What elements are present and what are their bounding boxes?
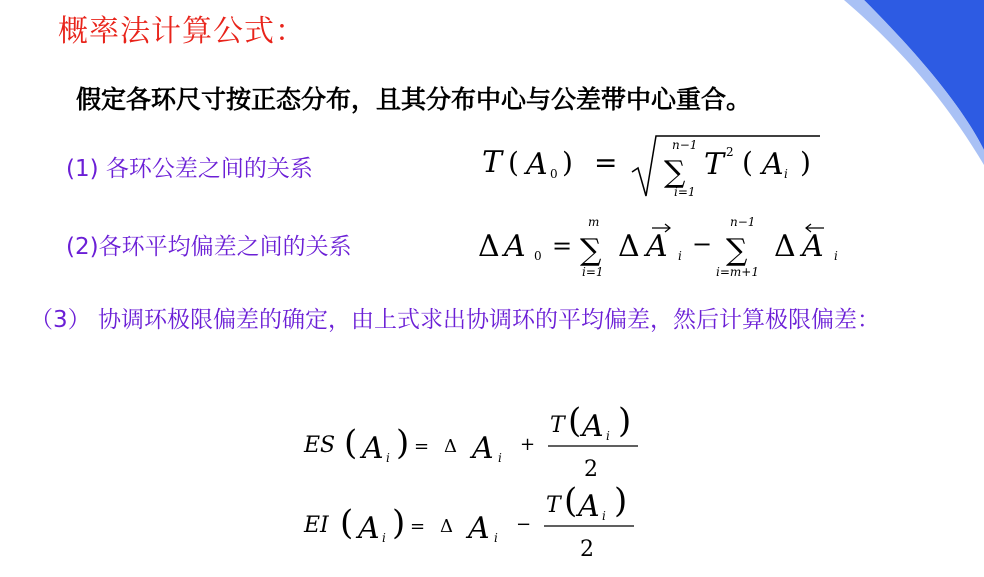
svg-text:A: A	[504, 229, 526, 264]
svg-text:A: A	[646, 229, 668, 264]
svg-text:T: T	[546, 493, 561, 518]
item-mean-deviation-relation: (2)各环平均偏差之间的关系	[66, 234, 352, 260]
svg-text:A: A	[762, 147, 784, 182]
svg-text:i: i	[602, 509, 606, 523]
svg-text:A: A	[582, 409, 604, 444]
svg-text:): )	[800, 146, 811, 179]
svg-text:i: i	[678, 249, 682, 263]
svg-text:−: −	[692, 230, 713, 258]
svg-text:i: i	[606, 429, 610, 443]
svg-text:Δ: Δ	[440, 516, 453, 537]
svg-text:Δ: Δ	[618, 229, 640, 264]
svg-text:i=1: i=1	[582, 265, 604, 279]
svg-text:): )	[614, 481, 628, 521]
svg-text:A: A	[472, 431, 494, 466]
page-title: 概率法计算公式：	[58, 14, 306, 49]
svg-text:(: (	[568, 401, 582, 441]
svg-text:∑: ∑	[726, 233, 748, 268]
svg-text:i=m+1: i=m+1	[716, 265, 759, 279]
item-tolerance-relation: (1) 各环公差之间的关系	[66, 156, 313, 182]
svg-text:): )	[396, 423, 410, 463]
svg-text:m: m	[588, 215, 600, 229]
svg-text:n−1: n−1	[730, 215, 756, 229]
svg-text:Δ: Δ	[444, 436, 457, 457]
svg-text:i: i	[784, 167, 788, 181]
intro-text: 假定各环尺寸按正态分布，且其分布中心与公差带中心重合。	[76, 85, 752, 114]
svg-text:A: A	[358, 511, 380, 546]
svg-text:i: i	[834, 249, 838, 263]
svg-text:+: +	[520, 434, 536, 455]
svg-text:T: T	[550, 413, 565, 438]
formula-mean-deviation	[476, 210, 856, 282]
svg-text:A: A	[802, 229, 824, 264]
svg-text:A: A	[526, 147, 548, 182]
svg-text:EI: EI	[304, 513, 329, 538]
svg-text:2: 2	[580, 537, 594, 562]
svg-text:): )	[392, 503, 406, 543]
svg-text:=: =	[410, 516, 426, 537]
svg-text:=: =	[414, 436, 430, 457]
svg-text:∑: ∑	[664, 155, 686, 190]
svg-text:Δ: Δ	[478, 229, 500, 264]
f1-T: T	[482, 145, 503, 180]
svg-text:=: =	[552, 232, 573, 260]
formula-ei	[300, 480, 660, 562]
svg-text:ES: ES	[304, 433, 336, 458]
svg-text:(: (	[344, 423, 358, 463]
svg-text:i: i	[386, 451, 390, 465]
svg-text:T: T	[704, 147, 725, 182]
svg-text:A: A	[468, 511, 490, 546]
svg-text:(: (	[340, 503, 354, 543]
svg-text:A: A	[578, 489, 600, 524]
svg-text:i: i	[382, 531, 386, 545]
svg-text:(: (	[508, 146, 519, 179]
svg-text:A: A	[362, 431, 384, 466]
svg-text:Δ: Δ	[774, 229, 796, 264]
svg-text:0: 0	[534, 249, 542, 263]
svg-text:2: 2	[584, 457, 598, 482]
formula-tolerance	[478, 130, 838, 200]
svg-text:i=1: i=1	[674, 185, 696, 199]
svg-text:i: i	[494, 531, 498, 545]
svg-text:): )	[618, 401, 632, 441]
svg-text:−: −	[516, 514, 532, 535]
svg-text:=: =	[594, 146, 618, 179]
svg-text:2: 2	[726, 145, 734, 159]
svg-text:0: 0	[550, 167, 558, 181]
svg-text:∑: ∑	[580, 233, 602, 268]
svg-text:(: (	[564, 481, 578, 521]
formula-es	[300, 400, 660, 482]
svg-text:(: (	[742, 146, 753, 179]
item-limit-deviation: （3） 协调环极限偏差的确定，由上式求出协调环的平均偏差，然后计算极限偏差：	[30, 307, 880, 333]
svg-text:): )	[562, 146, 573, 179]
svg-text:i: i	[498, 451, 502, 465]
svg-text:n−1: n−1	[672, 138, 698, 152]
